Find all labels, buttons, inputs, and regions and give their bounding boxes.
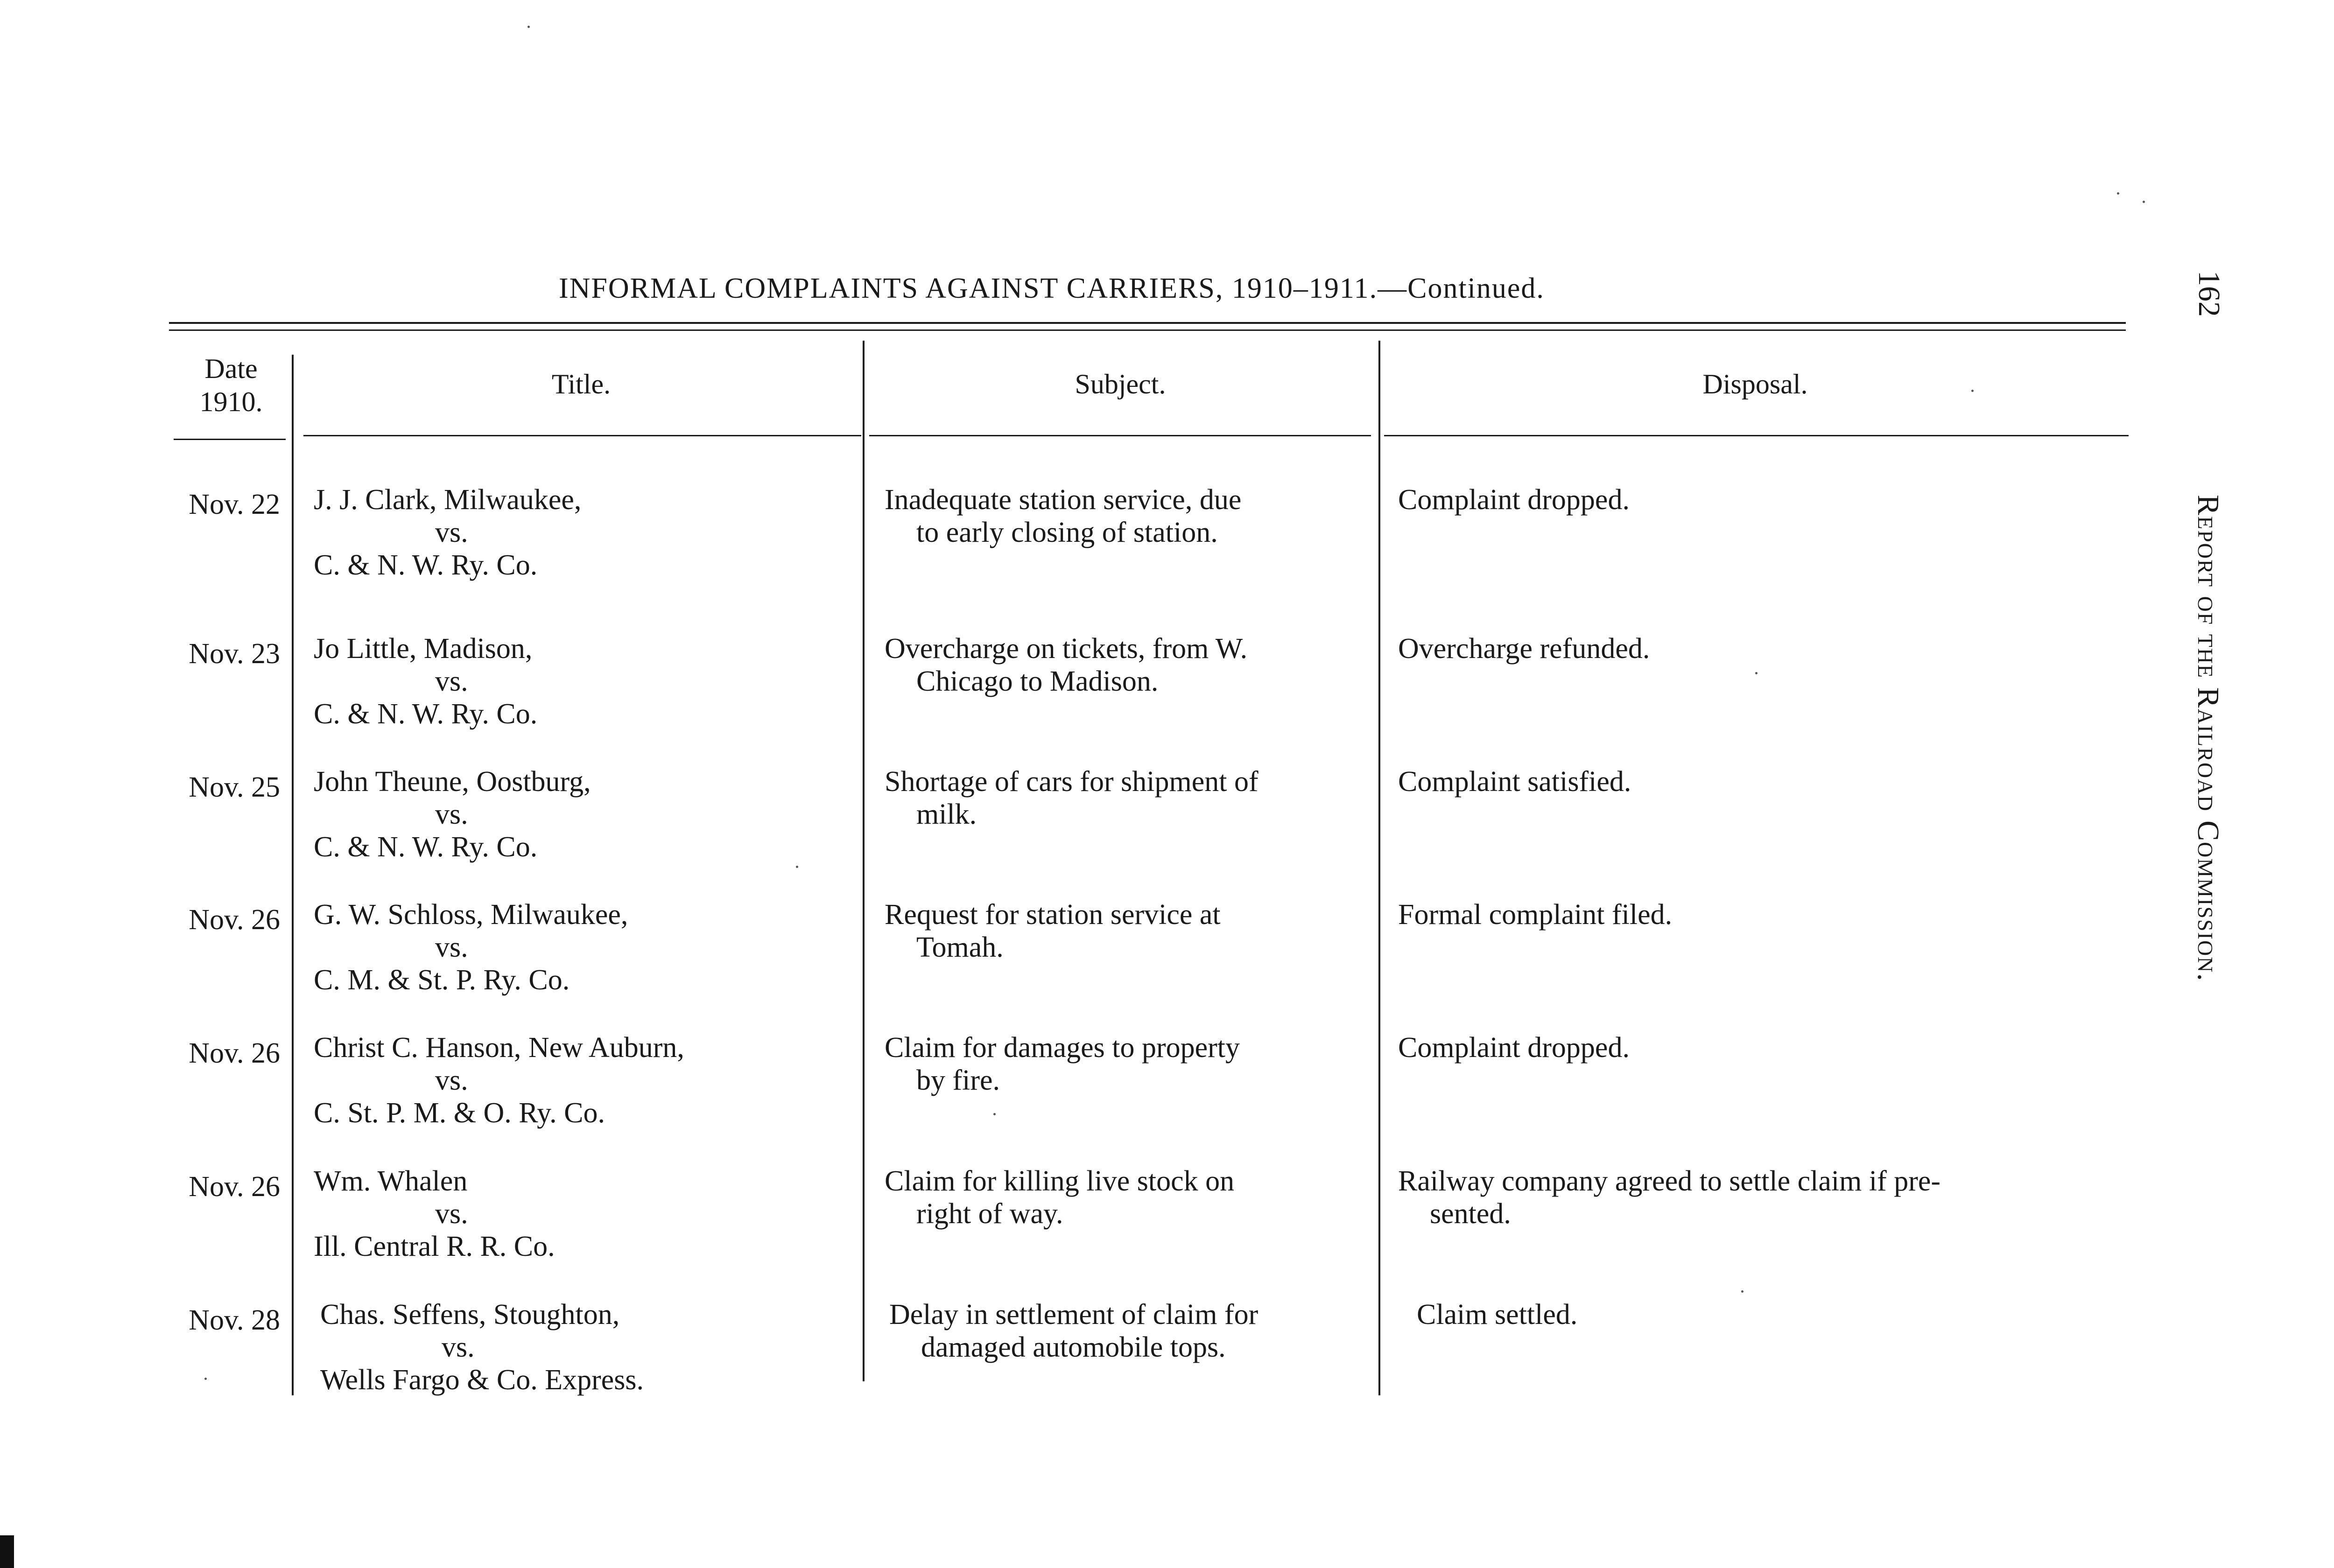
- header-disposal: Disposal.: [1702, 369, 1808, 399]
- scan-speck: [1755, 672, 1758, 674]
- page-title: INFORMAL COMPLAINTS AGAINST CARRIERS, 1910–1911.—Continued.: [559, 273, 1545, 304]
- scan-speck: [527, 26, 530, 28]
- row-3-date: Nov. 25: [189, 771, 280, 803]
- title-rule-bottom: [169, 329, 2126, 331]
- row-7-subject: Delay in settlement of claim for damaged automobile tops.: [889, 1299, 1258, 1363]
- row-2-subject: Overcharge on tickets, from W. Chicago to Madison.: [885, 633, 1248, 697]
- row-6-date: Nov. 26: [189, 1171, 280, 1203]
- page-number: 162: [2192, 271, 2226, 317]
- row-1-date: Nov. 22: [189, 489, 280, 520]
- row-1-title: J. J. Clark, Milwaukee, vs. C. & N. W. Ry. Co.: [314, 484, 582, 581]
- row-4-date: Nov. 26: [189, 904, 280, 936]
- row-5-subject: Claim for damages to property by fire.: [885, 1032, 1240, 1096]
- row-3-title: John Theune, Oostburg, vs. C. & N. W. Ry. Co.: [314, 766, 591, 863]
- scan-speck: [2117, 192, 2119, 195]
- row-6-subject: Claim for killing live stock on right of way.: [885, 1165, 1235, 1230]
- row-5-disposal: Complaint dropped.: [1398, 1032, 1630, 1064]
- row-7-title: Chas. Seffens, Stoughton, vs. Wells Fargo & Co. Express.: [320, 1299, 644, 1396]
- header-subject: Subject.: [1075, 369, 1166, 399]
- divider-subject-disposal: [1378, 341, 1380, 1395]
- row-2-title: Jo Little, Madison, vs. C. & N. W. Ry. Co.: [314, 633, 538, 730]
- header-rule-disposal: [1384, 435, 2129, 436]
- row-1-subject: Inadequate station service, due to early closing of station.: [885, 484, 1242, 548]
- scan-speck: [993, 1113, 996, 1115]
- row-2-disposal: Overcharge refunded.: [1398, 633, 1650, 665]
- header-date: Date 1910.: [199, 353, 263, 417]
- row-6-disposal: Railway company agreed to settle claim if pre- sented.: [1398, 1165, 1941, 1230]
- row-3-disposal: Complaint satisfied.: [1398, 766, 1631, 798]
- divider-title-subject: [863, 341, 865, 1381]
- header-rule-subject: [869, 435, 1371, 436]
- scan-speck: [1741, 1290, 1743, 1293]
- row-4-subject: Request for station service at Tomah.: [885, 899, 1221, 963]
- row-3-subject: Shortage of cars for shipment of milk.: [885, 766, 1258, 830]
- row-4-title: G. W. Schloss, Milwaukee, vs. C. M. & St. P. Ry. Co.: [314, 899, 628, 996]
- running-head: Report of the Railroad Commission.: [2191, 495, 2225, 982]
- divider-date-title: [292, 355, 294, 1395]
- header-rule-date: [174, 439, 286, 440]
- row-6-title: Wm. Whalen vs. Ill. Central R. R. Co.: [314, 1165, 555, 1262]
- row-7-date: Nov. 28: [189, 1304, 280, 1336]
- scan-speck: [2143, 201, 2145, 203]
- scan-edge-shadow: [0, 1535, 14, 1568]
- title-rule-top: [169, 322, 2126, 324]
- scan-speck: [796, 866, 798, 868]
- header-title: Title.: [551, 369, 611, 399]
- row-5-title: Christ C. Hanson, New Auburn, vs. C. St. P. M. & O. Ry. Co.: [314, 1032, 684, 1129]
- row-2-date: Nov. 23: [189, 638, 280, 670]
- scan-speck: [1971, 390, 1974, 392]
- header-rule-title: [303, 435, 861, 436]
- scan-speck: [204, 1378, 207, 1380]
- row-1-disposal: Complaint dropped.: [1398, 484, 1630, 516]
- row-7-disposal: Claim settled.: [1417, 1299, 1578, 1330]
- row-4-disposal: Formal complaint filed.: [1398, 899, 1673, 931]
- row-5-date: Nov. 26: [189, 1037, 280, 1069]
